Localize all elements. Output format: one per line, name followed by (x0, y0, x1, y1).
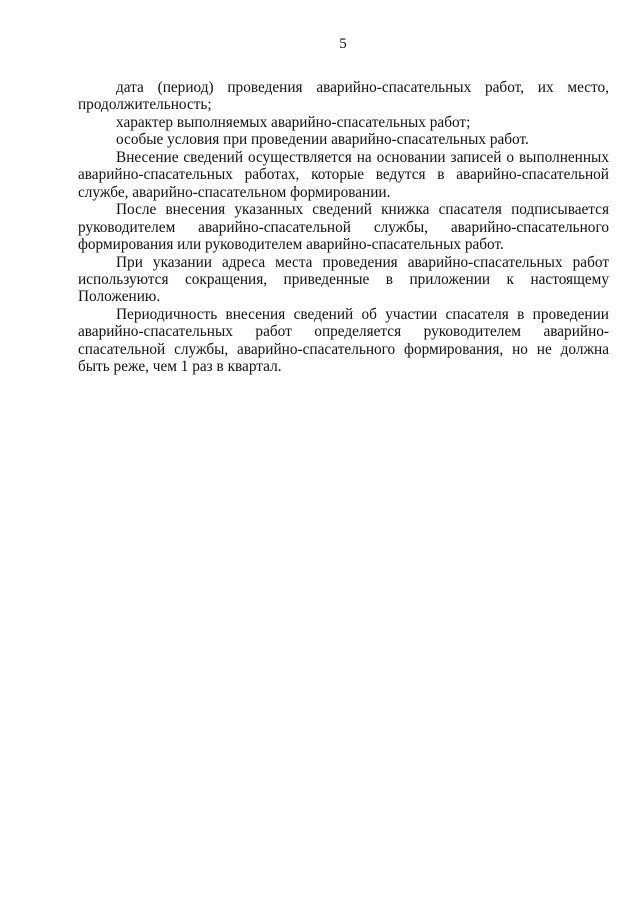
paragraph: характер выполняемых аварийно-спасательных работ; (116, 113, 471, 131)
paragraph: дата (период) проведения аварийно-спасательных работ, их место, продолжительность; (78, 79, 609, 114)
paragraph: При указании адреса места проведения аварийно-спасательных работ используются сокращения, приведенные в приложении к настоящему Положению. (78, 253, 609, 306)
document-body (78, 79, 609, 376)
paragraph: особые условия при проведении аварийно-спасательных работ. (116, 131, 529, 149)
paragraph: После внесения указанных сведений книжка спасателя подписывается руководителем аварийно-спасательной службы, аварийно-спасательного формирования или руководителем аварийно-спасательных работ. (78, 201, 609, 254)
page-number: 5 (339, 36, 347, 52)
paragraph: Внесение сведений осуществляется на основании записей о выполненных аварийно-спасательных работах, которые ведутся в аварийно-спасательной службе, аварийно-спасательном формировании. (78, 148, 609, 201)
paragraph: Периодичность внесения сведений об участии спасателя в проведении аварийно-спасательных работ определяется руководителем аварийно-спасательной службы, аварийно-спасательного формирования, но не должна быть реже, чем 1 раз в квартал. (78, 305, 609, 376)
